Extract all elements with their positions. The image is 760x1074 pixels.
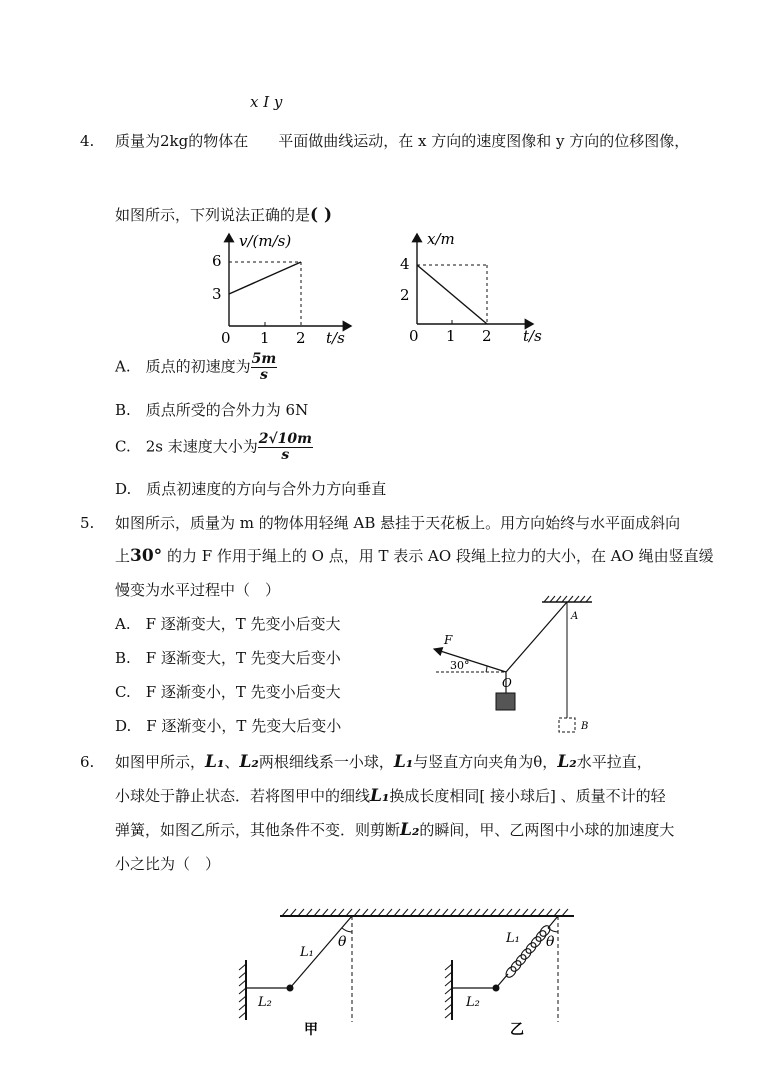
q6-yi-wall-hatch — [445, 964, 452, 1018]
q6-stem-line2 — [115, 786, 666, 806]
q6-stem-line3 — [115, 820, 674, 840]
q5-mass-block — [496, 693, 515, 710]
q4-option-c — [115, 432, 313, 463]
q4-option-c-denominator: s — [281, 447, 290, 463]
q6-stem-line1 — [115, 752, 652, 772]
q6-line1-sep: 、 — [224, 753, 240, 771]
q6-line1-d: 水平拉直， — [576, 753, 652, 771]
q6-line1-b: 两根细线系一小球， — [258, 753, 394, 771]
q4-option-a-text: A. 质点的初速度为 — [115, 357, 251, 376]
q4-g1-xtick-0: 0 — [221, 329, 231, 346]
q4-g2-ytick-2: 2 — [400, 286, 410, 304]
q4-g2-xtick-1: 1 — [446, 327, 456, 345]
q4-option-a-denominator: s — [259, 367, 268, 383]
q6-jia-label-theta: θ — [338, 934, 347, 950]
q6-yi-spring-lead-top — [548, 916, 558, 928]
q5-ceiling-hatch — [544, 596, 591, 602]
q4-g2-line — [417, 265, 487, 324]
q4-stem-text: 如图所示，下列说法正确的是 — [115, 206, 311, 224]
q4-g2-ytick-4: 4 — [400, 255, 410, 273]
q6-line1-l1-second: L₁ — [393, 752, 414, 772]
q4-option-c-text: C. 2s 末速度大小为 — [115, 437, 258, 456]
q6-jia-caption: 甲 — [304, 1022, 318, 1038]
q4-g1-xtick-1: 1 — [260, 329, 270, 346]
q5-force-arrow — [434, 649, 506, 672]
q4-option-a-numerator: 5m — [251, 351, 277, 367]
q6-jia-wall-hatch — [239, 964, 246, 1018]
q4-g1-xlabel: t/s — [326, 329, 345, 346]
q6-line3-b: 的瞬间，甲、乙两图中小球的加速度大 — [419, 821, 675, 839]
q6-number: 6. — [80, 753, 95, 771]
q5-option-b: B. F 逐渐变大，T 先变大后变小 — [115, 649, 341, 667]
q6-line3-l2: L₂ — [400, 820, 420, 840]
q5-label-angle: 30° — [450, 659, 470, 672]
header-fragment: x I y — [250, 93, 283, 111]
q4-g2-xtick-2: 2 — [482, 327, 492, 345]
q6-yi-caption: 乙 — [510, 1022, 524, 1038]
q5-label-a: A — [571, 611, 579, 622]
q6-line2-l1: L₁ — [370, 786, 390, 806]
q4-option-c-fraction — [258, 432, 313, 463]
q6-yi-label-theta: θ — [546, 934, 555, 950]
q6-line1-l2: L₂ — [239, 752, 259, 772]
q5-label-o: O — [502, 676, 512, 690]
q5-stem-line1: 如图所示，质量为 m 的物体用轻绳 AB 悬挂于天花板上。用方向始终与水平面成斜向 — [115, 514, 681, 532]
q6-jia-ball — [287, 985, 294, 992]
q4-stem-line1: 质量为2kg的物体在 平面做曲线运动，在 x 方向的速度图像和 y 方向的位移图像， — [115, 132, 690, 150]
q6-figure — [232, 902, 584, 1042]
q4-option-b: B. 质点所受的合外力为 6N — [115, 401, 309, 419]
q4-g1-xtick-2: 2 — [296, 329, 306, 346]
q6-yi-ball — [493, 985, 500, 992]
q6-line1-c: 与竖直方向夹角为θ， — [413, 753, 558, 771]
q4-g2-xlabel: t/s — [523, 327, 542, 345]
q6-line1-l2-second: L₂ — [557, 752, 577, 772]
q5-stem-line2-a: 上 — [115, 547, 131, 565]
q6-line1-a: 如图甲所示， — [115, 753, 206, 771]
q5-angle-arc — [486, 666, 487, 672]
q6-yi-label-l1: L₁ — [506, 931, 520, 946]
q4-answer-bracket: ( ) — [310, 205, 333, 225]
q6-ceiling-hatch — [282, 909, 568, 916]
q5-stem-line2-b: 的力 F 作用于绳上的 O 点，用 T 表示 AO 段绳上拉力的大小，在 AO 绳由竖直缓 — [162, 547, 714, 565]
q5-force-diagram — [420, 592, 610, 742]
q6-stem-line4: 小之比为（ ） — [115, 855, 221, 873]
q4-g1-ytick-6: 6 — [212, 252, 222, 270]
q5-option-c: C. F 逐渐变小，T 先变小后变大 — [115, 683, 341, 701]
q5-option-d: D. F 逐渐变小，T 先变大后变小 — [115, 717, 342, 735]
q4-option-c-numerator: 2√10m — [258, 431, 312, 447]
q4-g1-ylabel: v/(m/s) — [239, 232, 292, 250]
q5-rope-ao — [506, 602, 567, 672]
q4-option-a — [115, 352, 277, 383]
q5-stem-line3: 慢变为水平过程中（ ） — [115, 581, 281, 599]
q6-jia-label-l2: L₂ — [258, 995, 272, 1010]
q6-yi-label-l2: L₂ — [466, 995, 480, 1010]
q5-stem-angle: 30° — [130, 546, 163, 566]
q5-label-b: B — [581, 721, 589, 732]
q5-stem-line2 — [115, 546, 714, 566]
q4-option-d: D. 质点初速度的方向与合外力方向垂直 — [115, 480, 387, 498]
q4-option-a-fraction — [251, 352, 278, 383]
q4-velocity-graph — [205, 228, 355, 346]
q4-g1-line — [229, 262, 301, 294]
q4-stem-line2 — [115, 205, 332, 225]
q4-g2-xtick-0: 0 — [409, 327, 419, 345]
q6-line2-a: 小球处于静止状态．若将图甲中的细线 — [115, 787, 371, 805]
q4-g1-ytick-3: 3 — [212, 285, 222, 303]
q5-option-a: A. F 逐渐变大，T 先变小后变大 — [115, 615, 341, 633]
q4-displacement-graph — [393, 228, 553, 346]
q5-label-f: F — [444, 633, 453, 647]
q5-number: 5. — [80, 514, 95, 532]
q6-line1-l1: L₁ — [205, 752, 225, 772]
q6-line2-b: 换成长度相同[ 接小球后] 、质量不计的轻 — [389, 787, 666, 805]
q4-g2-ylabel: x/m — [427, 230, 455, 248]
q6-jia-label-l1: L₁ — [300, 945, 314, 960]
q4-number: 4. — [80, 132, 95, 150]
q6-line3-a: 弹簧，如图乙所示，其他条件不变．则剪断 — [115, 821, 401, 839]
q5-block-b-dashed — [559, 718, 575, 732]
q6-jia-angle-arc — [342, 928, 352, 932]
